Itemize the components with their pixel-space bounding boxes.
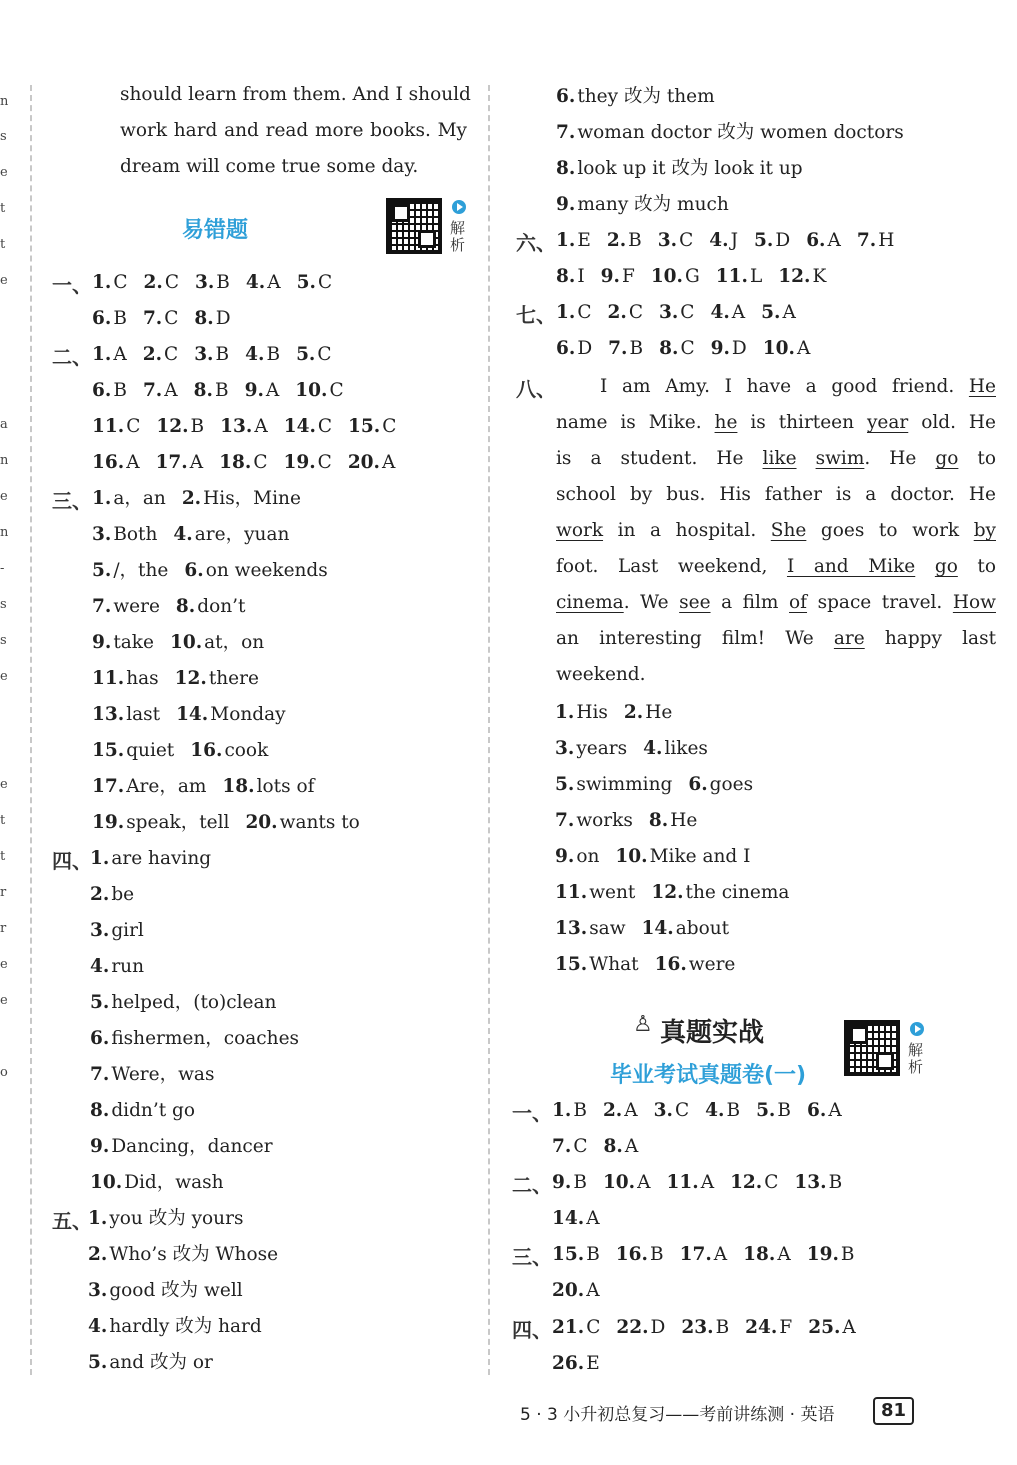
footer-text: 5 · 3 小升初总复习——考前讲练测 · 英语	[520, 1405, 835, 1425]
answer-item: 6. goes	[688, 774, 754, 795]
answer-item: 1. C	[556, 302, 592, 323]
answer-item: 1. E	[556, 230, 591, 251]
answer-item: 19. speak，tell	[92, 812, 230, 833]
answer-item: 10. G	[650, 266, 700, 287]
answer-item: 19. C	[283, 452, 332, 473]
answer-item: 7. woman doctor 改为 women doctors	[556, 122, 904, 143]
sec2-label: 二、	[52, 345, 92, 369]
answer-item: 24. F	[745, 1317, 793, 1338]
answer-item: 2. Who’s 改为 Whose	[88, 1244, 279, 1265]
margin-letter: e	[0, 957, 8, 972]
answer-item: 12. K	[778, 266, 827, 287]
answer-item: 9. F	[600, 266, 635, 287]
margin-letter: e	[0, 273, 8, 288]
answer-item: 12. there	[174, 668, 259, 689]
answer-item: 9. D	[710, 338, 747, 359]
answer-item: 8. didn’t go	[90, 1100, 196, 1121]
answer-item: 1. a，an	[92, 488, 166, 509]
answer-item: 13. last	[92, 704, 161, 725]
sec8-answers-row	[555, 844, 750, 870]
answer-item: 4. run	[90, 956, 145, 977]
answer-item: 17. A	[679, 1244, 728, 1265]
qr-code-icon[interactable]	[386, 198, 442, 254]
sec5-cont-row	[556, 84, 715, 110]
answer-item: 9. on	[555, 846, 600, 867]
sec3-row	[92, 702, 286, 728]
sec7-row	[556, 300, 796, 326]
answer-item: 2. A	[602, 1100, 638, 1121]
sec8-answers-row	[555, 736, 708, 762]
answer-item: 3. C	[658, 302, 695, 323]
answer-item: 5. B	[756, 1100, 791, 1121]
answer-item: 7. works	[555, 810, 633, 831]
sec3-row	[92, 666, 259, 692]
answer-item: 7. C	[552, 1136, 588, 1157]
answer-item: 6. A	[807, 1100, 842, 1121]
answer-item: 16. A	[92, 452, 140, 473]
answer-item: 21. C	[552, 1317, 601, 1338]
answer-item: 8. look up it 改为 look it up	[556, 158, 803, 179]
margin-letter: e	[0, 669, 8, 684]
answer-item: 6. B	[92, 308, 127, 329]
margin-letter: r	[0, 885, 7, 900]
column-divider-middle	[488, 85, 490, 1375]
sec5-cont-row	[556, 156, 803, 182]
answer-item: 15. C	[348, 416, 397, 437]
passage-line: work hard and read more books. My	[120, 120, 467, 141]
answer-item: 16. were	[654, 954, 736, 975]
sec4-row	[90, 1026, 299, 1052]
answer-item: 4. are，yuan	[173, 524, 290, 545]
margin-letter: r	[0, 921, 7, 936]
exam-sec2-label: 二、	[512, 1173, 552, 1197]
sec5-label: 五、	[52, 1209, 92, 1233]
sec1-row	[92, 270, 332, 296]
answer-item: 18. A	[743, 1244, 791, 1265]
answer-item: 16. B	[615, 1244, 664, 1265]
exam-sec1-row	[552, 1134, 638, 1160]
sec3-row	[92, 630, 264, 656]
error-mark: He	[968, 376, 996, 397]
exam-sec4-row	[552, 1351, 600, 1377]
sec4-row	[90, 1098, 195, 1124]
answer-item: 14. Monday	[176, 704, 286, 725]
sec4-row	[90, 882, 134, 908]
answer-item: 4. A	[245, 272, 281, 293]
passage-line: work in a hospital. She goes to work by	[556, 520, 996, 541]
answer-item: 9. many 改为 much	[556, 194, 729, 215]
answer-item: 8. don’t	[175, 596, 246, 617]
answer-item: 13. saw	[555, 918, 626, 939]
sec2-row	[92, 450, 395, 476]
margin-letter: n	[0, 453, 9, 468]
section-heading-zhenti: 真题实战	[660, 1018, 765, 1048]
page-number: 81	[873, 1397, 914, 1425]
answer-item: 8. D	[194, 308, 231, 329]
qr-code-icon[interactable]	[844, 1020, 900, 1076]
sec3-row	[92, 558, 328, 584]
answer-item: 5. C	[296, 344, 332, 365]
answer-item: 14. A	[552, 1208, 600, 1229]
answer-item: 15. quiet	[92, 740, 175, 761]
answer-item: 12. C	[730, 1172, 779, 1193]
margin-letter: o	[0, 1065, 8, 1080]
sec6-row	[556, 264, 826, 290]
answer-item: 11. went	[555, 882, 636, 903]
exam-sec1-label: 一、	[512, 1101, 552, 1125]
answer-item: 3. C	[657, 230, 694, 251]
answer-item: 2. His，Mine	[181, 488, 301, 509]
answer-item: 2. He	[623, 702, 673, 723]
answer-item: 7. were	[92, 596, 160, 617]
sec5-row	[88, 1314, 262, 1340]
answer-item: 2. C	[143, 272, 179, 293]
answer-item: 4. B	[705, 1100, 741, 1121]
answer-item: 10. Did，wash	[90, 1172, 224, 1193]
answer-item: 1. you 改为 yours	[88, 1208, 244, 1229]
margin-letter: s	[0, 597, 7, 612]
exam-sec3-row	[552, 1278, 600, 1304]
answer-item: 6. fishermen，coaches	[90, 1028, 300, 1049]
answer-item: 1. are having	[90, 848, 212, 869]
sec5-row	[88, 1278, 243, 1304]
sec3-row	[92, 774, 314, 800]
answer-item: 13. B	[794, 1172, 843, 1193]
sec4-row	[90, 990, 276, 1016]
sec4-row	[90, 1062, 214, 1088]
answer-item: 9. take	[92, 632, 154, 653]
qr-label: 解析	[908, 1041, 924, 1076]
sec1-label: 一、	[52, 273, 92, 297]
answer-item: 5. A	[761, 302, 796, 323]
sec4-row	[90, 954, 144, 980]
margin-letter: n	[0, 94, 9, 109]
margin-letter: a	[0, 417, 8, 432]
answer-item: 4. hardly 改为 hard	[88, 1316, 262, 1337]
answer-item: 6. B	[92, 380, 127, 401]
answer-item: 14. C	[283, 416, 333, 437]
answer-item: 11. L	[715, 266, 763, 287]
answer-item: 8. A	[603, 1136, 639, 1157]
answer-item: 10. C	[295, 380, 344, 401]
sec5-cont-row	[556, 120, 904, 146]
margin-letter: e	[0, 777, 8, 792]
left-passage	[120, 77, 471, 185]
answer-item: 13. A	[220, 416, 268, 437]
answer-item: 18. C	[219, 452, 268, 473]
answer-item: 10. at，on	[169, 632, 265, 653]
answer-item: 1. His	[555, 702, 608, 723]
answer-item: 2. C	[142, 344, 179, 365]
answer-item: 3. Both	[92, 524, 158, 545]
qr-label: 解析	[450, 219, 466, 254]
sec4-row	[90, 846, 211, 872]
answer-item: 10. Mike and I	[615, 846, 751, 867]
answer-item: 18. lots of	[222, 776, 315, 797]
passage-line: is a student. He like swim. He go to	[556, 448, 996, 469]
margin-letter: t	[0, 813, 6, 828]
sec8-answers-row	[555, 700, 672, 726]
sec8-answers-row	[555, 916, 729, 942]
answer-item: 3. C	[653, 1100, 690, 1121]
answer-item: 5. C	[296, 272, 333, 293]
answer-item: 4. B	[245, 344, 281, 365]
answer-item: 2. be	[90, 884, 135, 905]
margin-letter: s	[0, 633, 7, 648]
sec3-label: 三、	[52, 489, 92, 513]
answer-item: 1. B	[552, 1100, 587, 1121]
exam-subtitle: 毕业考试真题卷(一)	[610, 1063, 807, 1088]
answer-item: 6. on weekends	[184, 560, 328, 581]
margin-letter: t	[0, 849, 6, 864]
answer-item: 5. swimming	[555, 774, 673, 795]
sec3-row	[92, 594, 245, 620]
answer-item: 15. What	[555, 954, 639, 975]
answer-item: 20. wants to	[245, 812, 360, 833]
answer-item: 7. A	[142, 380, 178, 401]
sec6-row	[556, 228, 894, 254]
sec4-row	[90, 1170, 224, 1196]
answer-item: 10. A	[602, 1172, 651, 1193]
answer-item: 6. A	[806, 230, 841, 251]
exam-sec3-label: 三、	[512, 1245, 552, 1269]
exam-sec3-row	[552, 1242, 855, 1268]
sec8-passage	[556, 369, 996, 693]
sec4-label: 四、	[52, 849, 92, 873]
margin-letter: -	[0, 561, 5, 576]
exam-sec2-row	[552, 1206, 600, 1232]
sec4-row	[90, 1134, 273, 1160]
margin-letter: e	[0, 993, 8, 1008]
sec5-row	[88, 1206, 243, 1232]
sec7-row	[556, 336, 810, 362]
sec4-row	[90, 918, 144, 944]
answer-item: 11. has	[92, 668, 159, 689]
figure-icon: ♙	[633, 1012, 653, 1037]
sec5-cont-row	[556, 192, 729, 218]
answer-item: 12. B	[156, 416, 205, 437]
answer-item: 8. C	[659, 338, 695, 359]
answer-item: 9. A	[244, 380, 280, 401]
passage-line: an interesting film! We are happy last	[556, 628, 996, 649]
answer-item: 6. D	[556, 338, 593, 359]
answer-item: 4. A	[710, 302, 746, 323]
answer-item: 19. B	[806, 1244, 855, 1265]
answer-item: 2. C	[607, 302, 643, 323]
answer-item: 5. D	[754, 230, 791, 251]
answer-item: 10. A	[762, 338, 811, 359]
answer-item: 3. years	[555, 738, 628, 759]
answer-item: 8. He	[648, 810, 698, 831]
sec3-row	[92, 738, 268, 764]
sec8-answers-row	[555, 952, 735, 978]
exam-sec2-row	[552, 1170, 842, 1196]
play-icon	[452, 200, 466, 214]
section-heading-yicuoti: 易错题	[182, 218, 249, 243]
answer-item: 3. good 改为 well	[88, 1280, 243, 1301]
passage-line: name is Mike. he is thirteen year old. He	[556, 412, 996, 433]
answer-item: 16. cook	[190, 740, 269, 761]
answer-item: 6. they 改为 them	[556, 86, 715, 107]
column-divider-left	[30, 85, 32, 1375]
answer-item: 17. A	[155, 452, 204, 473]
answer-item: 8. I	[556, 266, 585, 287]
passage-line: foot. Last weekend, I and Mike go to	[556, 556, 997, 577]
sec2-row	[92, 414, 396, 440]
exam-sec4-label: 四、	[512, 1318, 552, 1342]
answer-item: 7. Were，was	[90, 1064, 215, 1085]
answer-item: 9. Dancing，dancer	[90, 1136, 273, 1157]
sec6-label: 六、	[516, 231, 556, 255]
answer-item: 5. /，the	[92, 560, 169, 581]
answer-item: 14. about	[641, 918, 730, 939]
answer-item: 3. girl	[90, 920, 144, 941]
answer-item: 4. likes	[643, 738, 708, 759]
sec8-answers-row	[555, 880, 789, 906]
sec8-label: 八、	[516, 377, 556, 401]
passage-line: cinema. We see a film of space travel. How	[556, 592, 996, 613]
sec8-answers-row	[555, 772, 753, 798]
answer-item: 11. A	[666, 1172, 715, 1193]
answer-item: 22. D	[616, 1317, 666, 1338]
answer-item: 2. B	[606, 230, 642, 251]
margin-letter: t	[0, 201, 6, 216]
margin-letter: n	[0, 525, 9, 540]
answer-item: 20. A	[552, 1280, 600, 1301]
passage-line: dream will come true some day.	[120, 156, 419, 177]
answer-item: 7. C	[142, 308, 179, 329]
sec2-row	[92, 342, 332, 368]
answer-item: 7. H	[856, 230, 895, 251]
answer-item: 20. A	[347, 452, 396, 473]
exam-sec1-row	[552, 1098, 842, 1124]
margin-letter: e	[0, 489, 8, 504]
sec2-row	[92, 378, 344, 404]
passage-line: weekend.	[556, 664, 646, 685]
passage-line: school by bus. His father is a doctor. He	[556, 484, 996, 505]
answer-item: 5. and 改为 or	[88, 1352, 213, 1373]
passage-line: should learn from them. And I should	[120, 84, 471, 105]
answer-item: 15. B	[552, 1244, 600, 1265]
answer-item: 1. A	[92, 344, 127, 365]
sec1-row	[92, 306, 231, 332]
answer-item: 17. Are，am	[92, 776, 207, 797]
sec5-row	[88, 1242, 278, 1268]
passage-line: I am Amy. I have a good friend. He	[600, 376, 996, 397]
answer-item: 26. E	[552, 1353, 600, 1374]
sec3-row	[92, 810, 360, 836]
answer-item: 25. A	[808, 1317, 856, 1338]
sec5-row	[88, 1350, 213, 1376]
answer-item: 12. the cinema	[651, 882, 790, 903]
answer-item: 5. helped，(to)clean	[90, 992, 277, 1013]
answer-item: 11. C	[92, 416, 141, 437]
answer-item: 9. B	[552, 1172, 587, 1193]
answer-item: 3. B	[194, 344, 230, 365]
margin-letter: s	[0, 129, 7, 144]
answer-item: 23. B	[681, 1317, 730, 1338]
margin-letter: e	[0, 165, 8, 180]
sec3-row	[92, 486, 301, 512]
answer-item: 4. J	[709, 230, 739, 251]
play-icon	[910, 1022, 924, 1036]
sec3-row	[92, 522, 289, 548]
answer-item: 8. B	[193, 380, 229, 401]
exam-sec4-row	[552, 1315, 856, 1341]
sec8-answers-row	[555, 808, 697, 834]
answer-item: 3. B	[194, 272, 230, 293]
answer-item: 7. B	[608, 338, 644, 359]
sec7-label: 七、	[516, 303, 556, 327]
answer-item: 1. C	[92, 272, 128, 293]
margin-letter: t	[0, 237, 6, 252]
